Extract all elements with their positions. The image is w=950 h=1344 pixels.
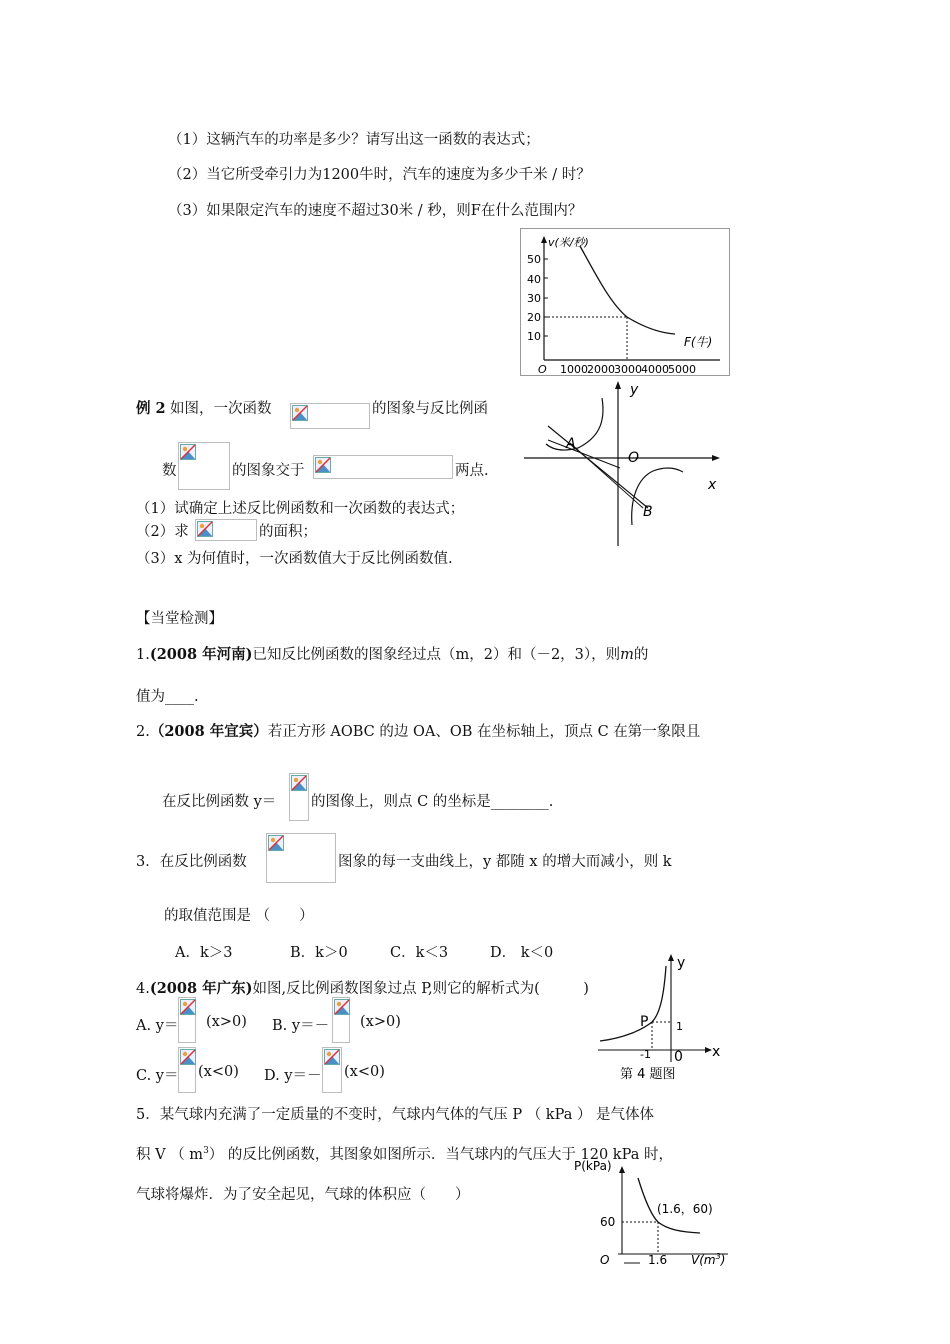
problem-3-line-1: 图象的每一支曲线上，y 都随 x 的增大而减小，则 k [338,854,672,870]
y-axis-label: y [677,955,686,971]
y-tick: 10 [527,330,541,343]
broken-image-icon [180,444,196,460]
example-2-question-2: 的面积； [259,524,317,540]
point-label: (1.6，60) [657,1202,713,1216]
formula-image [322,1047,342,1093]
x-tick: 3000 [614,363,642,376]
problem-4-graph [594,950,730,1086]
x-axis-label: x [712,1044,721,1060]
problem-5-line-1: 5．某气球内充满了一定质量的不变时，气球内气体的气压 P （ kPa ） 是气体体 [136,1107,655,1123]
option-b: B．k＞0 [290,945,348,961]
formula-image [178,442,230,490]
formula-image [178,1047,196,1093]
formula-image [290,403,370,429]
option-d: D． k＜0 [490,945,554,961]
broken-image-icon [315,457,331,473]
tick-1-6-label: 1.6 [648,1253,668,1267]
point-p-label: P [640,1014,649,1030]
option-b: B. y＝－ [272,1018,330,1034]
example-2-text: 的图象交于 [232,463,305,479]
option-c: C. y＝ [136,1068,179,1084]
x-axis-label: x [708,477,717,493]
figure-caption: 第 4 题图 [620,1067,676,1082]
x-axis-label: $V(m^3)$ [691,1252,726,1267]
broken-image-icon [334,999,350,1015]
origin-label: 0 [674,1049,683,1065]
problem-2-line-2: 的图像上，则点 C 的坐标是________. [311,794,554,810]
tick-neg1-label: -1 [640,1048,651,1061]
problem-3-line-1: 3．在反比例函数 [136,854,247,870]
option-d: D. y＝－ [264,1068,322,1084]
formula-image [178,997,196,1043]
axis-label-v: v(米/秒) [548,236,589,249]
question-2: （2）当它所受牵引力为1200牛时，汽车的速度为多少千米 / 时？ [168,167,591,183]
formula-image [266,833,336,883]
pressure-volume-graph [560,1152,740,1268]
example-2-text: 数 [162,463,177,479]
broken-image-icon [291,775,307,791]
problem-1-line-2: 值为____. [136,689,199,705]
problem-3-line-2: 的取值范围是 （ ） [164,908,314,924]
example-2-question-3: （3）x 为何值时，一次函数值大于反比例函数值. [136,551,453,567]
problem-1-line-1: 1.(2008 年河南)已知反比例函数的图象经过点（m，2）和（－2，3），则m的 [136,646,649,663]
tick-1-label: 1 [676,1020,683,1033]
example-2-title: 例 2 [136,400,166,417]
x-tick: 2000 [587,363,615,376]
example-2-question-2: （2）求 [136,524,189,540]
point-a-label: A [566,436,576,452]
y-tick: 40 [527,273,541,286]
option-a-domain: (x>0) [206,1014,247,1030]
x-tick: 4000 [641,363,669,376]
broken-image-icon [324,1049,340,1065]
point-b-label: B [643,504,653,520]
option-b-domain: (x>0) [360,1014,401,1030]
example-2-text: 两点. [455,463,489,479]
origin-label: O [538,363,547,376]
tick-60-label: 60 [600,1215,616,1229]
example-2-text: 如图，一次函数 [170,401,272,417]
section-title: 【当堂检测】 [136,611,223,627]
option-a: A. y＝ [136,1018,179,1034]
problem-5-line-2: 积 V （ $m^3$） 的反比例函数，其图象如图所示．当气球内的气压大于 120 kPa 时， [136,1146,673,1163]
axis-label-f: F(牛) [684,335,713,349]
formula-image [332,997,350,1043]
y-axis-label: P(kPa) [574,1159,612,1173]
intersection-graph [518,378,723,548]
problem-4-line-1: 4.(2008 年广东)如图,反比例函数图象过点 P,则它的解析式为( ) [136,980,589,997]
y-tick: 50 [527,253,541,266]
broken-image-icon [180,999,196,1015]
x-tick: 5000 [668,363,696,376]
question-1: （1）这辆汽车的功率是多少？请写出这一函数的表达式； [168,132,540,148]
option-a: A．k＞3 [175,945,233,961]
example-2-text: 的图象与反比例函 [372,401,488,417]
problem-5-line-3: 气球将爆炸．为了安全起见，气球的体积应（ ） [136,1187,470,1203]
problem-2-line-1: 2.（2008 年宜宾）若正方形 AOBC 的边 OA、OB 在坐标轴上，顶点 C 在第一象限且 [136,723,701,740]
example-2-question-1: （1）试确定上述反比例函数和一次函数的表达式； [136,501,465,517]
broken-image-icon [268,835,284,851]
formula-image [313,455,453,479]
formula-image [289,773,309,821]
option-d-domain: (x<0) [344,1064,385,1080]
y-axis-label: y [630,382,639,398]
broken-image-icon [180,1049,196,1065]
origin-label: O [600,1253,610,1267]
option-c-domain: (x<0) [198,1064,239,1080]
broken-image-icon [197,521,213,537]
x-tick: 1000 [560,363,588,376]
y-tick: 20 [527,311,541,324]
origin-label: O [628,450,640,466]
broken-image-icon [292,405,308,421]
velocity-force-graph [520,228,730,376]
problem-2-line-2: 在反比例函数 y＝ [162,794,277,810]
option-c: C．k＜3 [390,945,449,961]
y-tick: 30 [527,292,541,305]
question-3: （3）如果限定汽车的速度不超过30米 / 秒，则F在什么范围内？ [168,203,583,219]
formula-image [195,519,257,541]
